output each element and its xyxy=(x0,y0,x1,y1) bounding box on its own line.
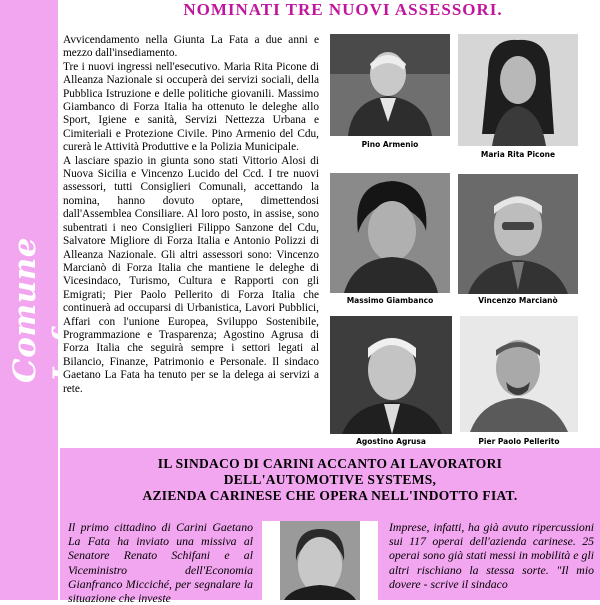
photo-agrusa xyxy=(330,316,452,434)
caption-marciano: Vincenzo Marcianò xyxy=(478,296,558,305)
caption-picone: Maria Rita Picone xyxy=(480,150,556,159)
photo-pellerito xyxy=(460,316,578,432)
sidebar-title: Comune Informa xyxy=(7,237,83,383)
article-paragraph: Avvicendamento nella Giunta La Fata a due anni e mezzo dall'insediamento. xyxy=(63,34,319,60)
box-text-left: Il primo cittadino di Carini Gaetano La Fata ha inviato una missiva al Senatore Renato Schifani e al Viceministro dell'Economia Gianfranco Micciché, per segnalare la situazione che investe xyxy=(68,520,253,605)
box-headline-line: DELL'AUTOMOTIVE SYSTEMS, xyxy=(223,472,437,487)
sidebar-band xyxy=(0,0,83,600)
caption-armenio: Pino Armenio xyxy=(361,140,419,149)
photo-marciano xyxy=(458,174,578,294)
caption-pellerito: Pier Paolo Pellerito xyxy=(478,437,560,446)
article-paragraph: Tre i nuovi ingressi nell'esecutivo. Maria Rita Picone di Alleanza Nazionale si occuperà dei servizi sociali, della Pubblica Istruzione e delle politiche giovanili. Massimo Giambanco di Forza Italia ha ottenuto le deleghe allo Sport, Igiene e sanità, Servizi Nettezza Urbana e Cimiteriali e Protezione Civile. Pino Armenio del Cdu, curerà le Attività Produttive e la Polizia Municipale. xyxy=(63,60,319,154)
caption-giambanco: Massimo Giambanco xyxy=(346,296,434,305)
photo-armenio xyxy=(330,34,450,136)
box-headline-line: AZIENDA CARINESE CHE OPERA NELL'INDOTTO FIAT. xyxy=(142,488,518,503)
page-headline: NOMINATI TRE NUOVI ASSESSORI. xyxy=(183,0,503,19)
photo-sindaco xyxy=(262,521,378,600)
box-text-right: Imprese, infatti, ha già avuto ripercussioni sui 117 operai dell'azienda carinese. 25 operai sono già stati messi in mobilità e gli altri rischiano la stessa sorte. "Il mio dovere - scrive il sindaco xyxy=(389,520,594,591)
photo-giambanco xyxy=(330,173,450,293)
photo-picone xyxy=(458,34,578,146)
article-paragraph: A lasciare spazio in giunta sono stati Vittorio Alosi di Nuova Sicilia e Vincenzo Lucido del Ccd. I tre nuovi assessori, tutti Consiglieri Comunali, accettando la nomina, hanno dovuto optare, dimettendosi dall'Assemblea Consiliare. Al loro posto, in assise, sono subentrati i neo Consiglieri Filippo Sanzone del Cdu, Salvatore Migliore di Forza Italia e Antonio Polizzi di Alleanza Nazionale. Gli altri assessori sono: Vincenzo Marcianò di Forza Italia che mantiene le deleghe di Vicesindaco, Turismo, Cultura e Rapporti con gli Emigrati; Pier Paolo Pellerito di Forza Italia che continuerà ad occuparsi di Urbanistica, Lavori Pubblici, Affari con l'unione Europea, Sviluppo Sostenibile, Programmazione e Trasparenza; Agostino Agrusa di Forza Italia che seguirà sempre i settori legati al Bilancio, Finanze, Patrimonio e Personale. Il sindaco Gaetano La Fata ha tenuto per se la delega ai servizi a rete. xyxy=(63,154,319,395)
box-headline xyxy=(70,456,590,504)
article-text xyxy=(63,34,319,439)
box-headline-line: IL SINDACO DI CARINI ACCANTO AI LAVORATORI xyxy=(157,456,503,471)
caption-agrusa: Agostino Agrusa xyxy=(356,437,426,446)
